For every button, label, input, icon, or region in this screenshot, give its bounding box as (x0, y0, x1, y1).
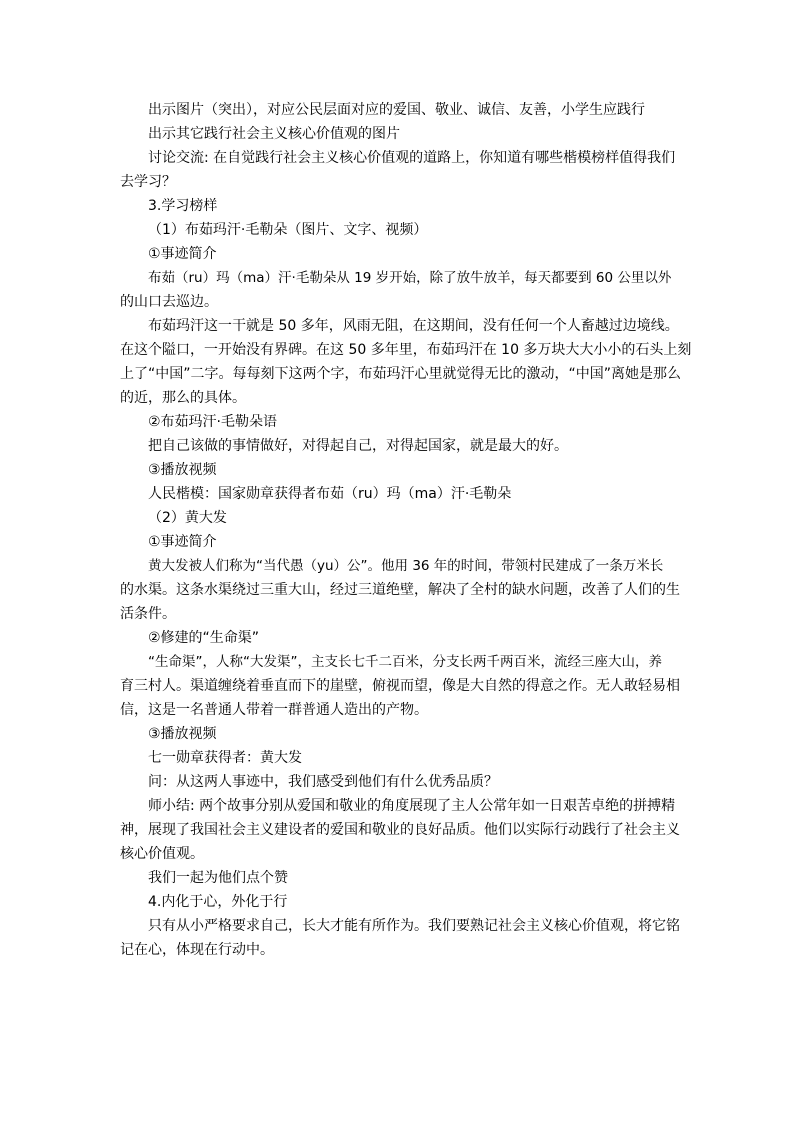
text-line: 信，这是一名普通人带着一群普通人造出的产物。 (120, 702, 428, 718)
text-line: 4.内化于心，外化于行 (148, 894, 288, 910)
text-line: （2）黄大发 (148, 510, 227, 526)
text-line: ①事迹简介 (148, 534, 217, 550)
text-line: 3.学习榜样 (148, 198, 218, 214)
text-line: 出示图片（突出），对应公民层面对应的爱国、敬业、诚信、友善，小学生应践行 (148, 102, 645, 118)
text-line: 出示其它践行社会主义核心价值观的图片 (148, 126, 400, 142)
text-line: 问：从这两人事迹中，我们感受到他们有什么优秀品质？ (148, 774, 498, 790)
text-line: 师小结: 两个故事分别从爱国和敬业的角度展现了主人公常年如一日艰苦卓绝的拼搏精 (148, 798, 676, 814)
text-line: 的山口去巡边。 (120, 294, 218, 310)
text-line: 育三村人。渠道缠绕着垂直而下的崖壁，俯视而望，像是大自然的得意之作。无人敢轻易相 (120, 678, 680, 694)
text-line: 七一勋章获得者：黄大发 (148, 750, 302, 766)
text-line: 讨论交流: 在自觉践行社会主义核心价值观的道路上，你知道有哪些楷模榜样值得我们 (148, 150, 676, 166)
text-line: 的近，那么的具体。 (120, 390, 246, 406)
text-line: 黄大发被人们称为“当代愚（yu）公”。他用 36 年的时间，带领村民建成了一条万米长 (148, 558, 664, 574)
text-line: 神，展现了我国社会主义建设者的爱国和敬业的良好品质。他们以实际行动践行了社会主义 (120, 822, 680, 838)
text-line: 在这个隘口，一开始没有界碑。在这 50 多年里，布茹玛汗在 10 多万块大大小小的石头上刻 (120, 342, 692, 358)
text-line: 布茹玛汗这一干就是 50 多年，风雨无阻，在这期间，没有任何一个人畜越过边境线。 (148, 318, 679, 334)
text-line: 布茹（ru）玛（ma）汗·毛勒朵从 19 岁开始，除了放牛放羊，每天都要到 60 公里以外 (148, 270, 672, 286)
text-line: 去学习？ (120, 174, 176, 190)
text-line: ③播放视频 (148, 726, 217, 742)
text-line: 把自己该做的事情做好，对得起自己，对得起国家，就是最大的好。 (148, 438, 568, 454)
text-line: 我们一起为他们点个赞 (148, 870, 288, 886)
text-line: 活条件。 (120, 606, 176, 622)
document-body (120, 98, 692, 962)
text-line: ②修建的“生命渠” (148, 630, 260, 646)
text-line: 的水渠。这条水渠绕过三重大山，经过三道绝壁，解决了全村的缺水问题，改善了人们的生 (120, 582, 680, 598)
text-line: 上了“中国”二字。每每刻下这两个字，布茹玛汗心里就觉得无比的激动，“中国”离她是那么 (120, 366, 682, 382)
text-line: ③播放视频 (148, 462, 217, 478)
text-line: ①事迹简介 (148, 246, 217, 262)
text-line: 人民楷模：国家勋章获得者布茹（ru）玛（ma）汗·毛勒朵 (148, 486, 512, 502)
text-line: “生命渠”，人称“大发渠”，主支长七千二百米，分支长两千两百米，流经三座大山，养 (148, 654, 662, 670)
text-line: （1）布茹玛汗·毛勒朵（图片、文字、视频） (148, 222, 428, 238)
text-line: 核心价值观。 (120, 846, 204, 862)
text-line: 记在心，体现在行动中。 (120, 942, 274, 958)
text-line: ②布茹玛汗·毛勒朵语 (148, 414, 278, 430)
text-line: 只有从小严格要求自己，长大才能有所作为。我们要熟记社会主义核心价值观，将它铭 (148, 918, 680, 934)
